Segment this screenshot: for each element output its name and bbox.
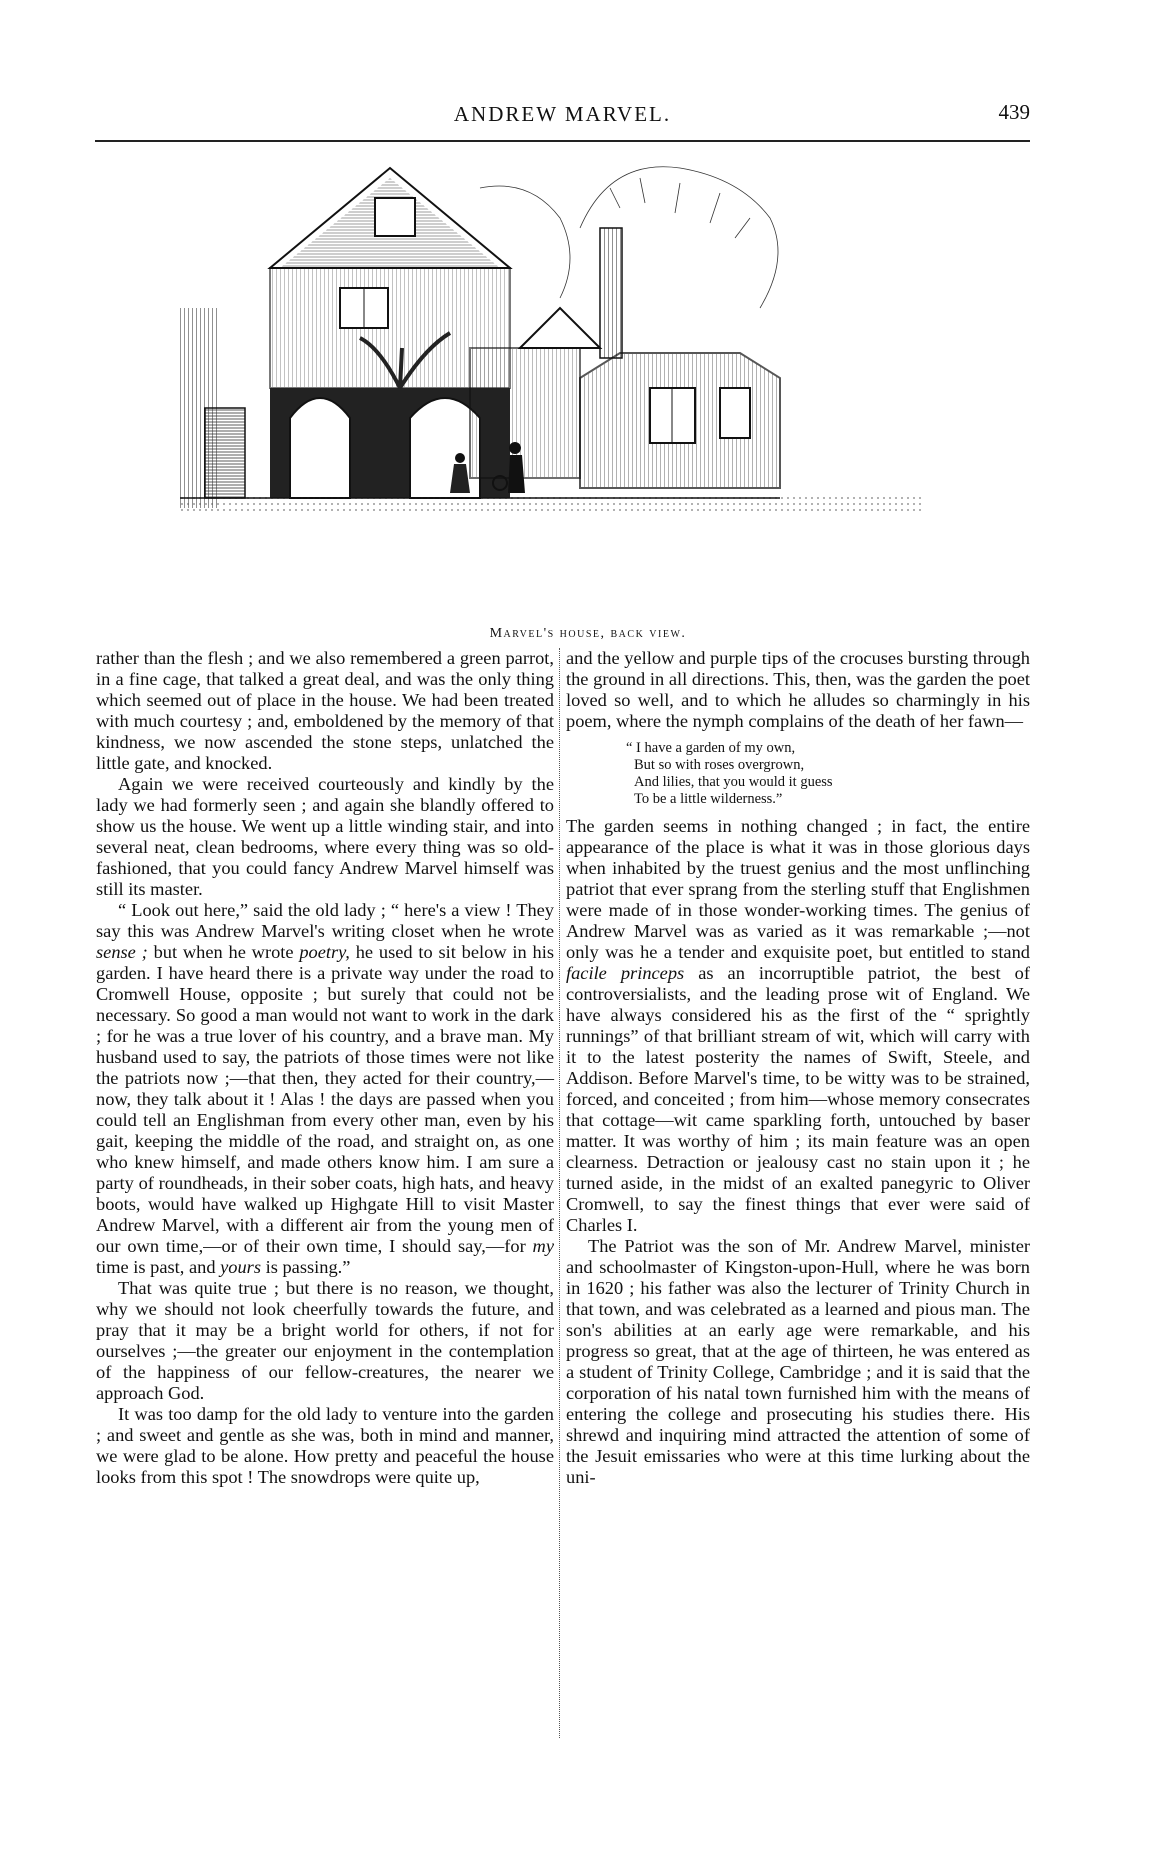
paragraph: rather than the flesh ; and we also remembered a green parrot, in a fine cage, that talked a great deal, and was the only thing which seemed out of place in the house. We had been treated with much courtesy ; and, emboldened by the memory of that kindness, we now ascended the stone steps, unlatched the little gate, and knocked. bbox=[96, 648, 554, 773]
verse-line: “ I have a garden of my own, bbox=[626, 740, 796, 756]
column-divider bbox=[559, 648, 560, 1738]
ground bbox=[180, 493, 925, 513]
figure-caption: Marvel's house, back view. bbox=[489, 626, 687, 641]
paragraph-old-lady-speech: “ Look out here,” said the old lady ; “ here's a view ! They say this was Andrew Marvel's writing closet when he wrote sense ; but when he wrote poetry, he used to sit below in his garden. I have heard there is a private way under the road to Cromwell House, opposite ; but surely that could not be necessary. So good a man would not want to work in the dark ; for he was a true lover of his country, and a brave man. My husband used to say, the patriots of those times were not like the patriots now ;—that then, they acted for their country,—now, they talk about it ! Alas ! the days are passed when you could tell an Englishman from every other man, even by his gait, keeping the middle of the road, and straight on, as one who knew himself, and made others know him. I am sure a party of roundheads, in their sober coats, high hats, and heavy boots, would have walked up Highgate Hill to visit Master Andrew Marvel, with a different air from the young men of our own time,—or of their own time, I should say,—for my time is past, and yours is passing.” bbox=[96, 900, 554, 1277]
paragraph: The Patriot was the son of Mr. Andrew Marvel, minister and schoolmaster of Kingston-upon-Hull, where he was born in 1620 ; his father was also the lecturer of Trinity Church in that town, and was celebrated as a learned and pious man. The son's abilities at an early age were remarkable, and his progress so great, that at the age of thirteen, he was entered as a student of Trinity College, Cambridge ; and it is said that the corporation of his natal town furnished him with the means of entering the college and prosecuting his studies there. His shrewd and inquiring mind attracted the attention of some of the Jesuit emissaries who were at this time lurking about the uni- bbox=[566, 1236, 1030, 1487]
paragraph: It was too damp for the old lady to venture into the garden ; and sweet and gentle as she was, both in mind and manner, we were glad to be alone. How pretty and peaceful the house looks from this spot ! The snowdrops were quite up, bbox=[96, 1404, 554, 1487]
right-column bbox=[566, 648, 1030, 1488]
side-cottage bbox=[470, 348, 580, 478]
arch-left bbox=[290, 398, 350, 498]
left-column bbox=[96, 648, 554, 1488]
running-title: ANDREW MARVEL. bbox=[453, 102, 672, 126]
page-header bbox=[95, 94, 1030, 134]
page-number: 439 bbox=[998, 100, 1030, 124]
garden-pump bbox=[205, 408, 245, 498]
paragraph: The garden seems in nothing changed ; in fact, the entire appearance of the place is what it was in those glorious days when inhabited by the truest genius and the most unflinching patriot that ever sprang from the sterling stuff that Englishmen were made of in those wonder-working times. The genius of Andrew Marvel was as varied as it was remarkable ;—not only was he a tender and exquisite poet, but entitled to stand facile princeps as an incorruptible patriot, the best of controversialists, and the leading prose wit of England. We have always considered his as the first of the “ sprightly runnings” of that brilliant stream of wit, which will carry with it to the latest posterity the names of Swift, Steele, and Addison. Before Marvel's time, to be witty was to be strained, forced, and conceited ; from him—whose memory consecrates that cottage—wit came sparkling forth, untouched by baser matter. It was worthy of him ; its main feature was an open clearness. Detraction or jealousy cast no stain upon it ; he turned aside, in the midst of an exalted panegyric to Oliver Cromwell, to say the finest things that ever were said of Charles I. bbox=[566, 816, 1030, 1235]
header-rule bbox=[95, 140, 1030, 142]
engraving-marvels-house bbox=[180, 148, 925, 608]
paragraph: and the yellow and purple tips of the crocuses bursting through the ground in all directions. This, then, was the garden the poet loved so well, and to which he alludes so charmingly in his poem, where the nymph complains of the death of her fawn— bbox=[566, 648, 1030, 731]
chimney bbox=[600, 228, 622, 358]
verse-line: But so with roses overgrown, bbox=[634, 757, 805, 773]
verse-quotation bbox=[626, 740, 1030, 808]
verse-line: To be a little wilderness.” bbox=[634, 791, 783, 807]
paragraph: Again we were received courteously and kindly by the lady we had formerly seen ; and again she blandly offered to show us the house. We went up a little winding stair, and into several neat, clean bedrooms, where every thing was so old-fashioned, that you could fancy Andrew Marvel himself was still its master. bbox=[96, 774, 554, 899]
paragraph: That was quite true ; but there is no reason, we thought, why we should not look cheerfully towards the future, and pray that it may be a bright world for others, if not for ourselves ;—the greater our enjoyment in the contemplation of the happiness of our fellow-creatures, the nearer we approach God. bbox=[96, 1278, 554, 1403]
tree-foliage bbox=[480, 167, 778, 308]
gable-window bbox=[375, 198, 415, 236]
verse-line: And lilies, that you would it guess bbox=[634, 774, 833, 790]
